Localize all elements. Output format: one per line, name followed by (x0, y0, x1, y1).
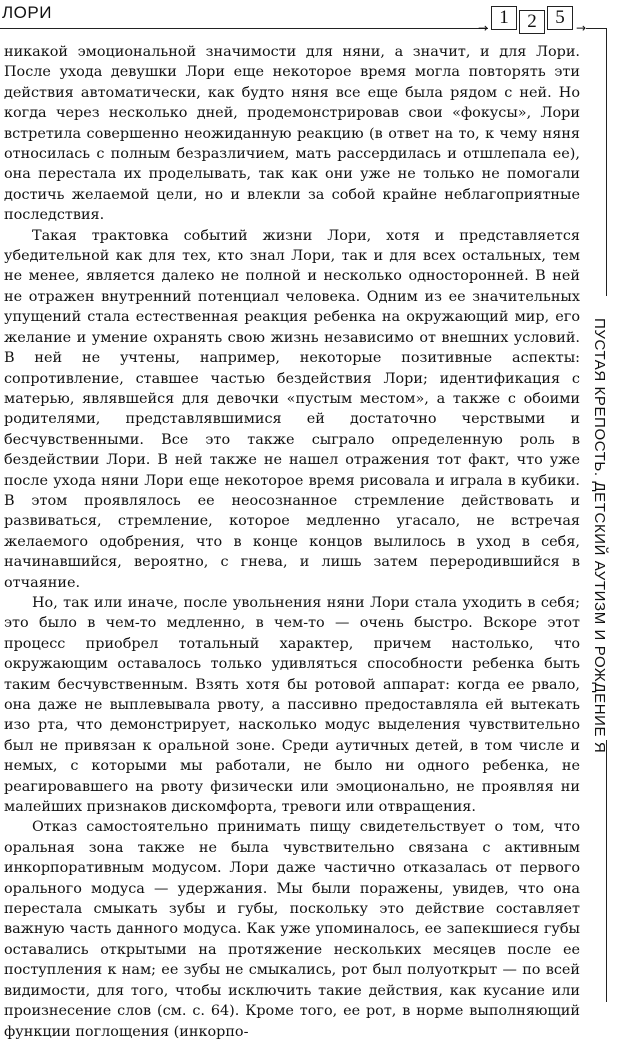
page-digit-2: 2 (519, 10, 545, 34)
page-header (0, 0, 620, 44)
header-rule (0, 28, 488, 29)
page-digit-3: 5 (547, 6, 573, 30)
paragraph: Такая трактовка событий жизни Лори, хотя и представляется убедительной как для тех, кто знал Лори, так и для всех остальных, тем не менее, является далеко не полной и несколько односторонней. В ней не отражен внутренний потенциал человека. Одним из ее значительных упущений стала естественная реакция ребенка на окружающий мир, его желание и умение охранять свою жизнь независимо от внешних условий. В ней не учтены, например, некоторые позитивные аспекты: сопротивление, ставшее частью бездействия Лори; идентификация с матерью, являвшейся для девочки «пустым местом», а также с обоими родителями, представлявшимися ей достаточно черствыми и бесчувственными. Все это также сыграло определенную роль в бездействии Лори. В ней также не нашел отражения тот факт, что уже после ухода няни Лори еще некоторое время рисовала и играла в кубики. В этом проявлялось ее неосознанное стремление действовать и развиваться, стремление, которое медленно угасало, не встречая желаемого одобрения, что в конце концов вылилось в уход в себя, начинавшийся, вероятно, с гнева, и лишь затем переродившийся в отчаяние. (4, 227, 580, 591)
body-text (4, 42, 580, 1042)
paragraph: никакой эмоциональной значимости для няни, а значит, и для Лори. После ухода девушки Лори еще некоторое время могла повторять эти действия автоматически, как будто няня все еще была рядом с ней. Но когда через несколько дней, продемонстрировав свои «фокусы», Лори встретила совершенно неожиданную реакцию (в ответ на то, к чему няня относилась с полным безразличием, мать рассердилась и отшлепала ее), она перестала их проделывать, так как они уже не только не помогали достичь желаемой цели, но и влекли за собой крайне неблагоприятные последствия. (4, 44, 580, 224)
side-rule-bottom (606, 740, 607, 1002)
running-head: ЛОРИ (2, 3, 52, 22)
header-rule-right (586, 28, 606, 29)
side-rule-top (606, 28, 607, 296)
paragraph: Но, так или иначе, после увольнения няни Лори стала уходить в себя; это было в чем-то медленно, в чем-то — очень быстро. Вскоре этот процесс приобрел тотальный характер, причем настолько, что окружающим оставалось только удивляться способности ребенка быть таким бесчувственным. Взять хотя бы ротовой аппарат: когда ее рвало, она даже не выплевывала рвоту, а пассивно предоставляла ей вытекать изо рта, что демонстрирует, насколько модус выделения чувствительно был не привязан к оральной зоне. Среди аутичных детей, в том числе и немых, с которыми мы работали, не было ни одного ребенка, не реагировавшего на рвоту физически или эмоционально, не проявляя ни малейших признаков дискомфорта, тревоги или отвращения. (4, 594, 580, 816)
arrow-right-icon: → (576, 21, 587, 35)
paragraph: Отказ самостоятельно принимать пищу свидетельствует о том, что оральная зона также не была чувствительно связана с активным инкорпоративным модусом. Лори даже частично отказалась от первого орального модуса — удержания. Мы были поражены, увидев, что она перестала смыкать зубы и губы, поскольку это действие составляет важную часть данного модуса. Как уже упоминалось, ее запекшиеся губы оставались открытыми на протяжение нескольких месяцев после ее поступления к нам; ее зубы не смыкались, рот был полуоткрыт — по всей видимости, для того, чтобы исключить такие действия, как кусание или произнесение слов (см. с. 64). Кроме того, ее рот, в норме выполняющий функции поглощения (инкорпо- (4, 819, 580, 1040)
arrow-left-icon: → (478, 21, 489, 35)
book-title-vertical: ПУСТАЯ КРЕПОСТЬ. ДЕТСКИЙ АУТИЗМ И РОЖДЕНИЕ Я (591, 318, 608, 754)
page-digit-1: 1 (491, 6, 517, 30)
page-number (491, 6, 573, 30)
